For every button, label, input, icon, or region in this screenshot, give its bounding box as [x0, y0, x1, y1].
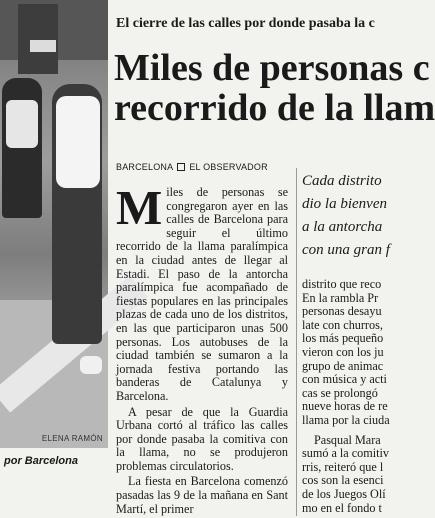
body-line: llama por la ciuda — [302, 412, 390, 427]
pull-quote-line: a la antorcha — [302, 219, 383, 235]
article-photo — [0, 0, 108, 462]
article-body-column-1 — [116, 180, 288, 518]
pull-quote-line: con una gran f — [302, 242, 390, 258]
body-line: grupo de animac — [302, 358, 384, 373]
paragraph-text: iles de personas se congregaron ayer en las calles de Barcelona para seguir el último recorrido de la llama paralímpica en la ciudad antes de llegar al Estadi. El paso de la antorcha paralímpica fue acompañado de fiestas populares en las principales plazas de cada uno de los distritos, en las que participaron unas 500 personas. Los autobuses de la ciudad también se sumaron a la jornada festiva portando las banderas de Catalunya y Barcelona. — [116, 185, 288, 403]
body-line: mo en el fondo t — [302, 500, 382, 515]
body-line: late con churros, — [302, 317, 383, 332]
paragraph: A pesar de que la Guardia Urbana cortó al tráfico las calles por donde pasaba la comitiva con la llama, no se produjeron problemas circulatorios. — [116, 404, 288, 473]
body-line: de los Juegos Olí — [302, 486, 386, 501]
photo-caption: por Barcelona — [0, 448, 108, 476]
body-line: cos son la esenci — [302, 473, 384, 488]
body-line: personas desayu — [302, 304, 382, 319]
body-line: cas se prolongó — [302, 385, 378, 400]
article-headline — [114, 47, 435, 129]
paragraph: La fiesta en Barcelona comenzó pasadas las 9 de la mañana en Sant Martí, el primer — [116, 474, 288, 516]
headline-line-1: Miles de personas c — [114, 47, 430, 89]
square-icon — [177, 163, 185, 171]
body-line: sumó a la comitiv — [302, 446, 389, 461]
article-body-column-2 — [302, 278, 400, 515]
body-line: En la rambla Pr — [302, 290, 379, 305]
photo-person-left — [2, 78, 42, 218]
column-divider — [296, 168, 297, 516]
body-line: con música y acti — [302, 372, 387, 387]
body-line: distrito que reco — [302, 277, 382, 291]
paragraph — [116, 180, 288, 404]
pull-quote — [302, 170, 400, 262]
article-kicker: El cierre de las calles por donde pasaba la c — [116, 16, 375, 31]
byline-source: EL OBSERVADOR — [189, 162, 268, 172]
drop-cap: M — [116, 180, 163, 235]
photo-credit: ELENA RAMÓN — [41, 434, 103, 443]
headline-line-2: recorrido de la llam — [114, 87, 435, 129]
byline-city: BARCELONA — [116, 162, 174, 172]
body-line: rris, reiteró que l — [302, 459, 384, 474]
body-line: Pasqual Mara — [314, 432, 381, 447]
body-line: vieron con los ju — [302, 344, 384, 359]
pull-quote-line: Cada distrito — [302, 173, 382, 189]
body-line: nueve horas de re — [302, 399, 388, 414]
byline — [116, 162, 268, 172]
body-line: los más pequeño — [302, 331, 384, 346]
pull-quote-line: dio la bienven — [302, 196, 387, 212]
photo-person-right — [52, 84, 102, 344]
